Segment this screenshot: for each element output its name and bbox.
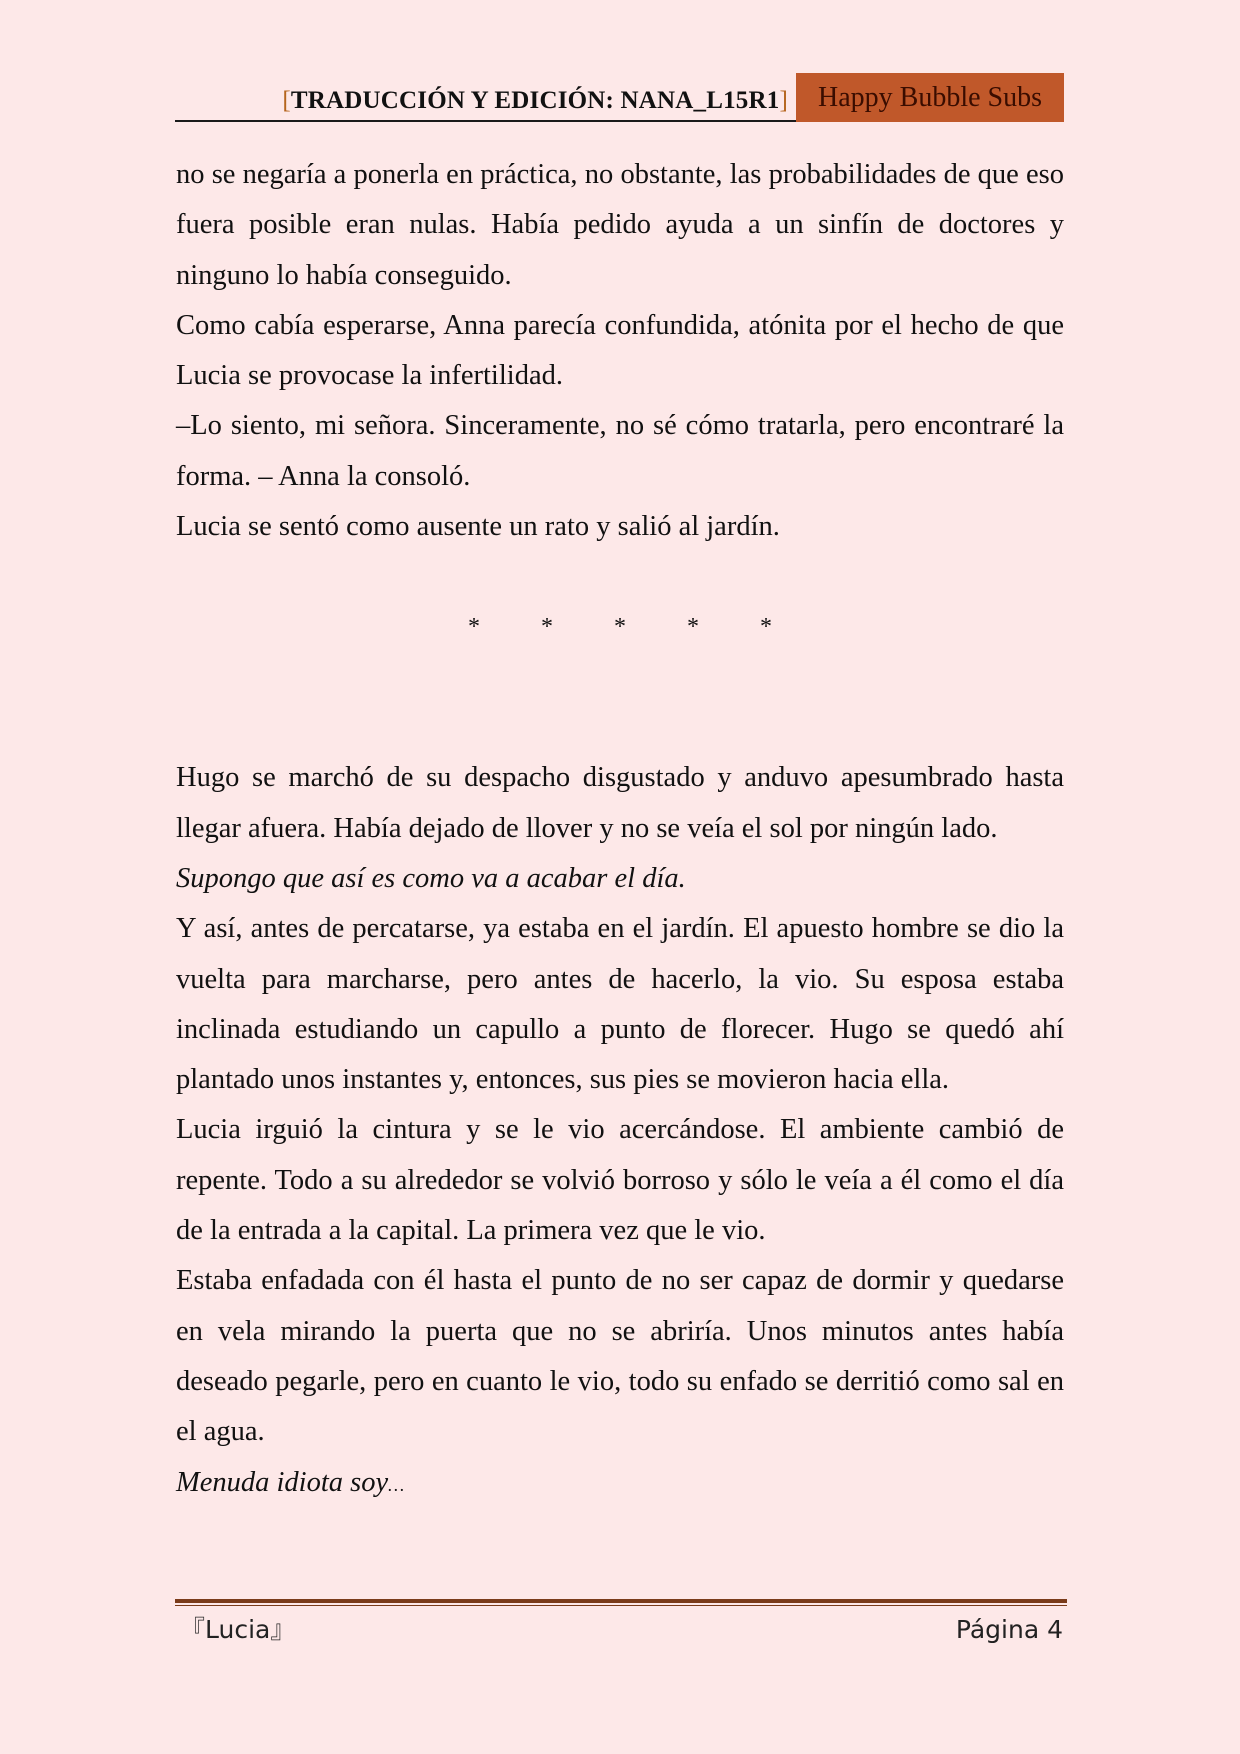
paragraph-9: Estaba enfadada con él hasta el punto de no ser capaz de dormir y quedarse en vela mirando la puerta que no se abriría. Unos minutos antes había deseado pegarle, pero en cuanto le vio, todo su enfado se derritió como sal en el agua.	[176, 1265, 1064, 1448]
paragraph-2: Como cabía esperarse, Anna parecía confundida, atónita por el hecho de que Lucia se provocase la infertilidad.	[176, 309, 1064, 392]
paragraph-10-ellipsis: …	[388, 1474, 405, 1495]
paragraph-3: –Lo siento, mi señora. Sinceramente, no sé cómo tratarla, pero encontraré la forma. – Anna la consoló.	[176, 410, 1064, 492]
paragraph-10-text: Menuda idiota soy	[176, 1466, 389, 1498]
scene-separator	[176, 552, 1064, 753]
bracket-close: ]	[779, 87, 788, 114]
separator-star: *	[468, 614, 480, 641]
separator-star: *	[687, 614, 699, 641]
footer-page-number: Página 4	[955, 1615, 1063, 1644]
bracket-open: [	[282, 87, 291, 114]
paragraph-5: Hugo se marchó de su despacho disgustado y anduvo apesumbrado hasta llegar afuera. Había dejado de llover y no se veía el sol por ningún lado.	[176, 762, 1064, 844]
translation-credit	[175, 73, 796, 122]
separator-star: *	[760, 614, 772, 641]
paragraph-8: Lucia irguió la cintura y se le vio acercándose. El ambiente cambió de repente. Todo a su alrededor se volvió borroso y sólo le veía a él como el día de la entrada a la capital. La primera vez que le vio.	[176, 1114, 1064, 1247]
translation-credit-text: TRADUCCIÓN Y EDICIÓN: NANA_L15R1	[290, 87, 780, 114]
paragraph-10-thought	[176, 1458, 1064, 1510]
paragraph-4: Lucia se sentó como ausente un rato y salió al jardín.	[176, 511, 780, 543]
separator-star: *	[614, 614, 626, 641]
footer-rule	[175, 1599, 1067, 1603]
paragraph-6-thought: Supongo que así es como va a acabar el día.	[176, 862, 686, 894]
footer-book-title: 『Lucia』	[180, 1615, 296, 1644]
paragraph-1: no se negaría a ponerla en práctica, no obstante, las probabilidades de que eso fuera posible eran nulas. Había pedido ayuda a un sinfín de doctores y ninguno lo había conseguido.	[176, 159, 1064, 291]
footer-rule-thin	[175, 1605, 1067, 1606]
separator-star: *	[541, 614, 553, 641]
group-name-badge: Happy Bubble Subs	[796, 73, 1064, 122]
paragraph-7: Y así, antes de percatarse, ya estaba en el jardín. El apuesto hombre se dio la vuelta para marcharse, pero antes de hacerlo, la vio. Su esposa estaba inclinada estudiando un capullo a punto de florecer. Hugo se quedó ahí plantado unos instantes y, entonces, sus pies se movieron hacia ella.	[176, 913, 1064, 1096]
page-header	[175, 73, 1064, 123]
page-body	[176, 150, 1064, 1510]
